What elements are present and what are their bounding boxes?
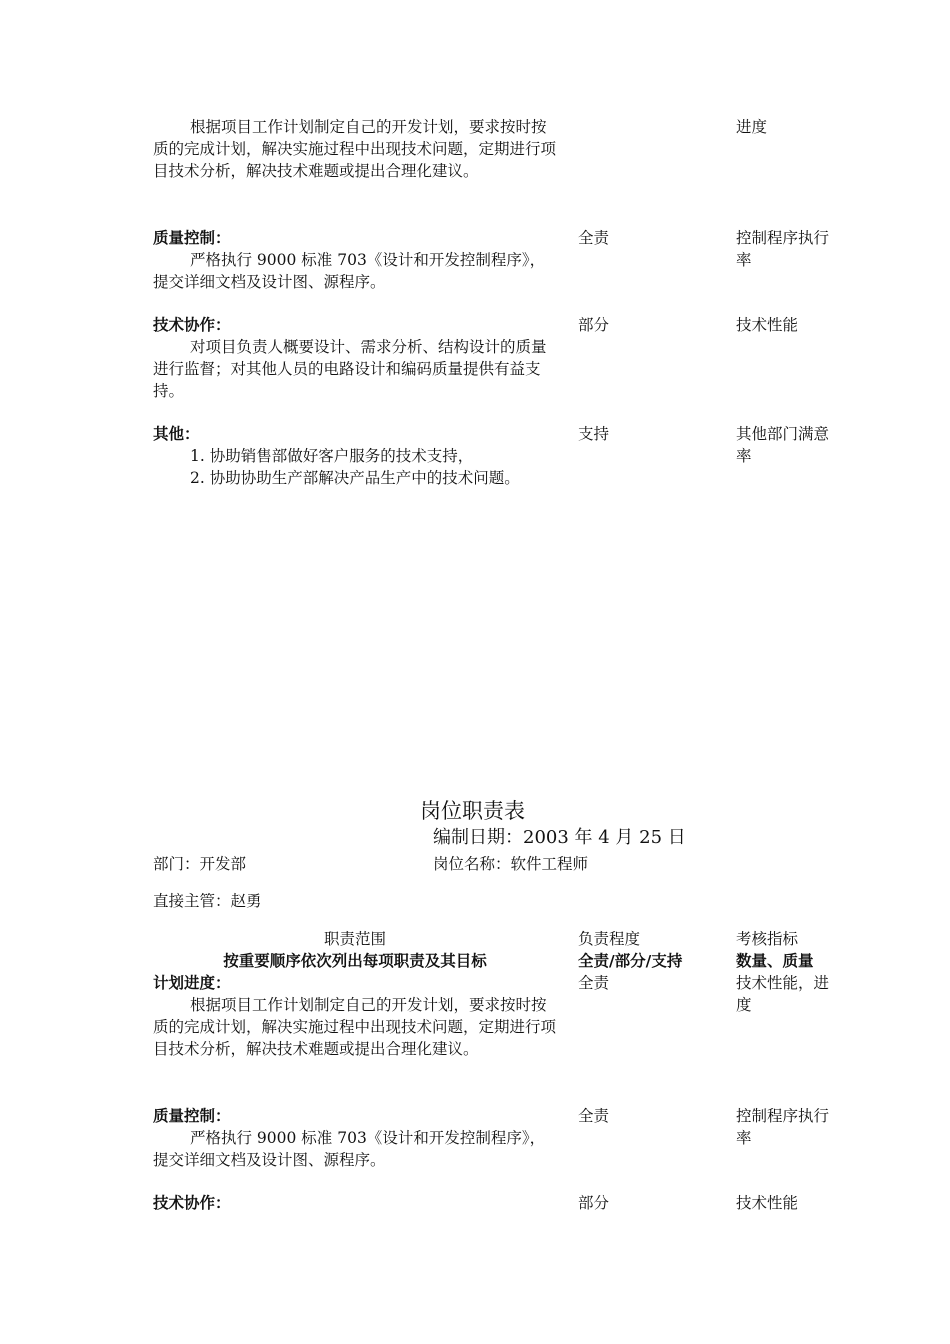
tech-collab-responsibility: 部分 [578, 1194, 610, 1212]
header-metric-subtitle: 数量、质量 [736, 952, 814, 970]
tech-collab-responsibility: 部分 [578, 316, 610, 334]
tech-collab-title: 技术协作： [153, 1194, 231, 1212]
tech-collab-metric: 技术性能 [736, 1194, 799, 1212]
direct-supervisor: 直接主管：赵勇 [153, 892, 262, 910]
header-scope-subtitle: 按重要顺序依次列出每项职责及其目标 [223, 952, 487, 970]
plan-progress-title: 计划进度： [153, 974, 231, 992]
quality-control-responsibility: 全责 [578, 229, 610, 247]
tech-collab-description: 对项目负责人概要设计、需求分析、结构设计的质量进行监督；对其他人员的电路设计和编码质量提供有益支持。 [153, 338, 547, 400]
header-scope: 职责范围 [323, 930, 386, 948]
page-title: 岗位职责表 [420, 799, 525, 823]
other-responsibility: 支持 [578, 425, 610, 443]
quality-control-metric: 控制程序执行率 [736, 1107, 830, 1147]
quality-control-metric: 控制程序执行率 [736, 229, 830, 269]
quality-control-title: 质量控制： [153, 229, 231, 247]
plan-progress-metric: 技术性能，进度 [736, 974, 830, 1014]
quality-control-description: 严格执行 9000 标准 703《设计和开发控制程序》，提交详细文档及设计图、源程序。 [153, 1129, 546, 1169]
quality-control-responsibility: 全责 [578, 1107, 610, 1125]
plan-progress-responsibility: 全责 [578, 974, 610, 992]
other-list-item: 1. 协助销售部做好客户服务的技术支持， [190, 447, 474, 465]
header-responsibility: 负责程度 [578, 930, 641, 948]
header-responsibility-subtitle: 全责/部分/支持 [578, 952, 683, 970]
other-title: 其他： [153, 425, 200, 443]
header-metric: 考核指标 [736, 930, 799, 948]
position-name: 岗位名称：软件工程师 [433, 855, 589, 873]
plan-description: 根据项目工作计划制定自己的开发计划，要求按时按质的完成计划，解决实施过程中出现技术问题，定期进行项目技术分析，解决技术难题或提出合理化建议。 [153, 118, 557, 180]
tech-collab-metric: 技术性能 [736, 316, 799, 334]
quality-control-title: 质量控制： [153, 1107, 231, 1125]
department: 部门：开发部 [153, 855, 247, 873]
other-metric: 其他部门满意率 [736, 425, 830, 465]
tech-collab-title: 技术协作： [153, 316, 231, 334]
plan-progress-description: 根据项目工作计划制定自己的开发计划，要求按时按质的完成计划，解决实施过程中出现技术问题，定期进行项目技术分析，解决技术难题或提出合理化建议。 [153, 996, 557, 1058]
compile-date: 编制日期：2003 年 4 月 25 日 [433, 827, 686, 848]
other-list-item: 2. 协助协助生产部解决产品生产中的技术问题。 [190, 469, 520, 487]
plan-metric: 进度 [736, 118, 768, 136]
quality-control-description: 严格执行 9000 标准 703《设计和开发控制程序》，提交详细文档及设计图、源程序。 [153, 251, 546, 291]
